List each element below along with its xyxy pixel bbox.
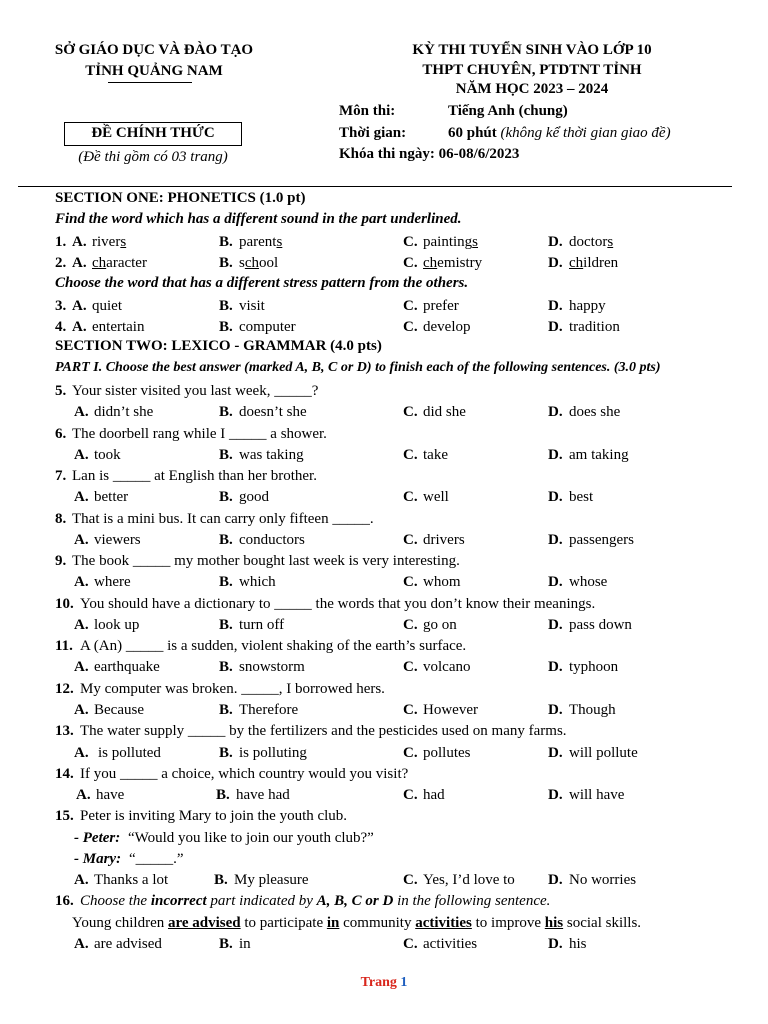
option-a: didn’t she: [94, 404, 154, 420]
option-b: school: [239, 255, 279, 271]
option-c: activities: [423, 936, 478, 952]
option-c: Yes, I’d love to: [423, 872, 515, 888]
option-a: entertain: [92, 319, 145, 335]
option-a-letter: A.: [74, 872, 89, 888]
option-c: well: [423, 489, 449, 505]
option-c: chemistry: [423, 255, 483, 271]
question-14-options: [0, 785, 768, 806]
option-a-letter: A.: [72, 234, 87, 250]
option-c-letter: C.: [403, 872, 418, 888]
option-c-letter: C.: [403, 745, 418, 761]
question-9-options: [0, 572, 768, 593]
question-11-options: [0, 657, 768, 678]
question-text: The book _____ my mother bought last week is very interesting.: [72, 553, 460, 569]
option-b-letter: B.: [219, 234, 233, 250]
option-c-letter: C.: [403, 489, 418, 505]
option-d: children: [569, 255, 619, 271]
province-name: TỈNH QUẢNG NAM: [85, 63, 223, 79]
option-d-letter: D.: [548, 872, 563, 888]
official-label: ĐỀ CHÍNH THỨC: [91, 125, 215, 141]
question-number: 13.: [55, 723, 74, 739]
option-a-letter: A.: [72, 255, 87, 271]
question-text: If you _____ a choice, which country would you visit?: [80, 766, 409, 782]
question-10-stem: [0, 594, 768, 615]
page-footer: [0, 975, 768, 991]
underlined-c: activities: [415, 915, 472, 931]
option-d: pass down: [569, 617, 632, 633]
question-number: 8.: [55, 511, 67, 527]
question-11-stem: [0, 636, 768, 657]
option-a: have: [96, 787, 125, 803]
option-d: his: [569, 936, 587, 952]
option-d-letter: D.: [548, 234, 563, 250]
question-5-options: [0, 402, 768, 423]
question-6-options: [0, 445, 768, 466]
option-d-letter: D.: [548, 319, 563, 335]
pages-note: (Đề thi gồm có 03 trang): [78, 149, 228, 165]
option-d-letter: D.: [548, 702, 563, 718]
question-16-stem: [0, 891, 768, 912]
option-d-letter: D.: [548, 574, 563, 590]
underlined-a: are advised: [167, 915, 241, 931]
question-4: [0, 317, 768, 338]
option-a: look up: [94, 617, 140, 633]
question-number: 1.: [55, 234, 67, 250]
option-a: better: [94, 489, 129, 505]
question-15-mary: [0, 849, 768, 870]
stem-pre: Choose the: [80, 893, 151, 909]
option-b-letter: B.: [214, 872, 228, 888]
option-a-letter: A.: [74, 447, 89, 463]
dept-name: SỞ GIÁO DỤC VÀ ĐÀO TẠO: [54, 42, 254, 58]
sentence-part: social skills.: [563, 915, 642, 931]
question-13-stem: [0, 721, 768, 742]
option-d-letter: D.: [548, 659, 563, 675]
option-d: am taking: [569, 447, 629, 463]
option-d: passengers: [569, 532, 634, 548]
stem-abcd: A, B, C or D: [316, 893, 394, 909]
option-b-letter: B.: [219, 447, 233, 463]
option-d: will have: [569, 787, 625, 803]
option-b: doesn’t she: [239, 404, 307, 420]
question-6-stem: [0, 424, 768, 445]
sentence-part: to improve: [471, 915, 545, 931]
sentence-part: community: [339, 915, 416, 931]
option-b: parents: [239, 234, 283, 250]
mary-line: “_____.”: [129, 851, 184, 867]
option-a-letter: A.: [74, 617, 89, 633]
option-b: computer: [239, 319, 296, 335]
option-c: had: [423, 787, 445, 803]
option-a: where: [94, 574, 131, 590]
question-15-options: [0, 870, 768, 891]
question-text: You should have a dictionary to _____ the words that you don’t know their meanings.: [80, 596, 596, 612]
underlined-d: his: [544, 915, 564, 931]
sentence: [72, 913, 641, 934]
time-value: 60 phút: [448, 125, 497, 141]
option-a: quiet: [92, 298, 122, 314]
header-divider: [18, 186, 732, 187]
option-c-letter: C.: [403, 447, 418, 463]
option-c: pollutes: [423, 745, 471, 761]
question-number: 7.: [55, 468, 67, 484]
option-c: whom: [423, 574, 461, 590]
section-two-title: SECTION TWO: LEXICO - GRAMMAR (4.0 pts): [55, 338, 382, 354]
option-b-letter: B.: [219, 659, 233, 675]
option-d-letter: D.: [548, 787, 563, 803]
option-d-letter: D.: [548, 617, 563, 633]
option-d: tradition: [569, 319, 620, 335]
option-a-letter: A.: [74, 404, 89, 420]
exam-date: Khóa thi ngày: 06-08/6/2023: [339, 146, 520, 162]
option-b-letter: B.: [219, 255, 233, 271]
sentence-part: Young children: [72, 915, 168, 931]
option-b-letter: B.: [219, 745, 233, 761]
option-b: good: [239, 489, 269, 505]
stem-post: in the following sentence.: [393, 893, 551, 909]
option-b: which: [239, 574, 276, 590]
option-b-letter: B.: [219, 702, 233, 718]
option-a-letter: A.: [72, 298, 87, 314]
time-note: (không kể thời gian giao đề): [500, 125, 671, 141]
question-7-options: [0, 487, 768, 508]
question-number: 14.: [55, 766, 74, 782]
option-c: prefer: [423, 298, 459, 314]
option-a: is polluted: [98, 745, 161, 761]
question-number: 3.: [55, 298, 67, 314]
option-d: Though: [569, 702, 616, 718]
section-one-instruction-1: Find the word which has a different sound in the part underlined.: [55, 211, 462, 227]
option-b-letter: B.: [219, 319, 233, 335]
speaker-peter: - Peter:: [74, 830, 121, 846]
option-c: paintings: [423, 234, 479, 250]
option-a-letter: A.: [74, 936, 89, 952]
option-b-letter: B.: [219, 617, 233, 633]
question-9-stem: [0, 551, 768, 572]
peter-line: “Would you like to join our youth club?”: [128, 830, 374, 846]
option-a-letter: A.: [74, 532, 89, 548]
option-c: did she: [423, 404, 466, 420]
question-number: 4.: [55, 319, 67, 335]
option-b: in: [239, 936, 251, 952]
option-c: However: [423, 702, 478, 718]
option-c-letter: C.: [403, 234, 418, 250]
time-row: [448, 125, 671, 142]
option-b: Therefore: [239, 702, 299, 718]
option-a: viewers: [94, 532, 141, 548]
option-c: take: [423, 447, 448, 463]
option-d: No worries: [569, 872, 637, 888]
question-number: 11.: [55, 638, 73, 654]
option-d: happy: [569, 298, 606, 314]
option-b: My pleasure: [234, 872, 309, 888]
question-16-sentence: [0, 913, 768, 934]
subject-value: Tiếng Anh (chung): [448, 103, 568, 119]
question-number: 2.: [55, 255, 67, 271]
question-text: A (An) _____ is a sudden, violent shaking of the earth’s surface.: [80, 638, 467, 654]
option-d-letter: D.: [548, 447, 563, 463]
option-a: character: [92, 255, 147, 271]
part-one-instruction: PART I. Choose the best answer (marked A, B, C or D) to finish each of the following sentences. (3.0 pts): [55, 360, 661, 375]
option-b: is polluting: [239, 745, 307, 761]
option-c-letter: C.: [403, 936, 418, 952]
question-number: 16.: [55, 893, 74, 909]
question-1: [0, 232, 768, 253]
option-d-letter: D.: [548, 255, 563, 271]
question-number: 15.: [55, 808, 74, 824]
option-a-letter: A.: [74, 489, 89, 505]
question-text: The doorbell rang while I _____ a shower.: [72, 426, 327, 442]
option-b-letter: B.: [219, 404, 233, 420]
option-d-letter: D.: [548, 532, 563, 548]
option-c: drivers: [423, 532, 465, 548]
option-b-letter: B.: [219, 489, 233, 505]
time-label: Thời gian:: [339, 125, 407, 141]
option-d: best: [569, 489, 594, 505]
question-7-stem: [0, 466, 768, 487]
question-number: 10.: [55, 596, 74, 612]
option-c-letter: C.: [403, 617, 418, 633]
province-underline: [108, 82, 192, 83]
school-year: NĂM HỌC 2023 – 2024: [455, 81, 609, 97]
option-c-letter: C.: [403, 702, 418, 718]
question-16-options: [0, 934, 768, 955]
question-text: Your sister visited you last week, _____?: [72, 383, 319, 399]
option-b: have had: [236, 787, 290, 803]
option-b: was taking: [239, 447, 304, 463]
question-15-peter: [0, 828, 768, 849]
question-text: That is a mini bus. It can carry only fifteen _____.: [72, 511, 374, 527]
option-b: conductors: [239, 532, 305, 548]
exam-title: KỲ THI TUYỂN SINH VÀO LỚP 10: [412, 42, 652, 58]
question-8-stem: [0, 509, 768, 530]
stem-mid: part indicated by: [206, 893, 317, 909]
option-c-letter: C.: [403, 319, 418, 335]
option-c-letter: C.: [403, 404, 418, 420]
option-a: rivers: [92, 234, 127, 250]
option-b: turn off: [239, 617, 285, 633]
option-c-letter: C.: [403, 659, 418, 675]
option-d: does she: [569, 404, 621, 420]
question-number: 9.: [55, 553, 67, 569]
footer-word: Trang: [360, 975, 397, 990]
option-b-letter: B.: [216, 787, 230, 803]
option-a: Because: [94, 702, 144, 718]
option-a-letter: A.: [74, 745, 89, 761]
option-a: are advised: [94, 936, 162, 952]
question-8-options: [0, 530, 768, 551]
option-a: took: [94, 447, 121, 463]
option-c-letter: C.: [403, 298, 418, 314]
option-c-letter: C.: [403, 532, 418, 548]
option-a-letter: A.: [76, 787, 91, 803]
question-14-stem: [0, 764, 768, 785]
question-text: My computer was broken. _____, I borrowed hers.: [80, 681, 385, 697]
section-one-instruction-2: Choose the word that has a different stress pattern from the others.: [55, 275, 469, 291]
question-2: [0, 253, 768, 274]
question-text: The water supply _____ by the fertilizers and the pesticides used on many farms.: [80, 723, 567, 739]
option-d-letter: D.: [548, 298, 563, 314]
option-d: typhoon: [569, 659, 619, 675]
option-a-letter: A.: [74, 659, 89, 675]
question-15-stem: [0, 806, 768, 827]
option-a-letter: A.: [74, 702, 89, 718]
option-d-letter: D.: [548, 489, 563, 505]
option-a-letter: A.: [72, 319, 87, 335]
exam-school-type: THPT CHUYÊN, PTDTNT TỈNH: [422, 62, 642, 78]
option-d: whose: [569, 574, 608, 590]
section-one-title: SECTION ONE: PHONETICS (1.0 pt): [55, 190, 306, 206]
question-5-stem: [0, 381, 768, 402]
question-12-stem: [0, 679, 768, 700]
question-10-options: [0, 615, 768, 636]
subject-label: Môn thi:: [339, 103, 396, 119]
option-b-letter: B.: [219, 298, 233, 314]
option-a-letter: A.: [74, 574, 89, 590]
option-d-letter: D.: [548, 404, 563, 420]
question-number: 5.: [55, 383, 67, 399]
question-number: 12.: [55, 681, 74, 697]
question-12-options: [0, 700, 768, 721]
option-c: develop: [423, 319, 471, 335]
option-c-letter: C.: [403, 255, 418, 271]
page-number: 1: [400, 975, 408, 990]
question-text: Peter is inviting Mary to join the youth club.: [80, 808, 348, 824]
question-3: [0, 296, 768, 317]
question-text: [80, 891, 550, 912]
option-b-letter: B.: [219, 936, 233, 952]
question-text: Lan is _____ at English than her brother.: [72, 468, 317, 484]
option-a: Thanks a lot: [94, 872, 169, 888]
sentence-part: to participate: [240, 915, 327, 931]
option-b: visit: [239, 298, 265, 314]
stem-bold: incorrect: [150, 893, 207, 909]
speaker-mary: - Mary:: [74, 851, 122, 867]
underlined-b: in: [326, 915, 340, 931]
option-d-letter: D.: [548, 936, 563, 952]
option-b-letter: B.: [219, 532, 233, 548]
option-c: go on: [423, 617, 457, 633]
option-b-letter: B.: [219, 574, 233, 590]
option-b: snowstorm: [239, 659, 305, 675]
option-d-letter: D.: [548, 745, 563, 761]
option-a: earthquake: [94, 659, 160, 675]
option-d: doctors: [569, 234, 614, 250]
question-13-options: [0, 743, 768, 764]
question-number: 6.: [55, 426, 67, 442]
option-d: will pollute: [569, 745, 638, 761]
option-c: volcano: [423, 659, 471, 675]
option-c-letter: C.: [403, 574, 418, 590]
option-c-letter: C.: [403, 787, 418, 803]
